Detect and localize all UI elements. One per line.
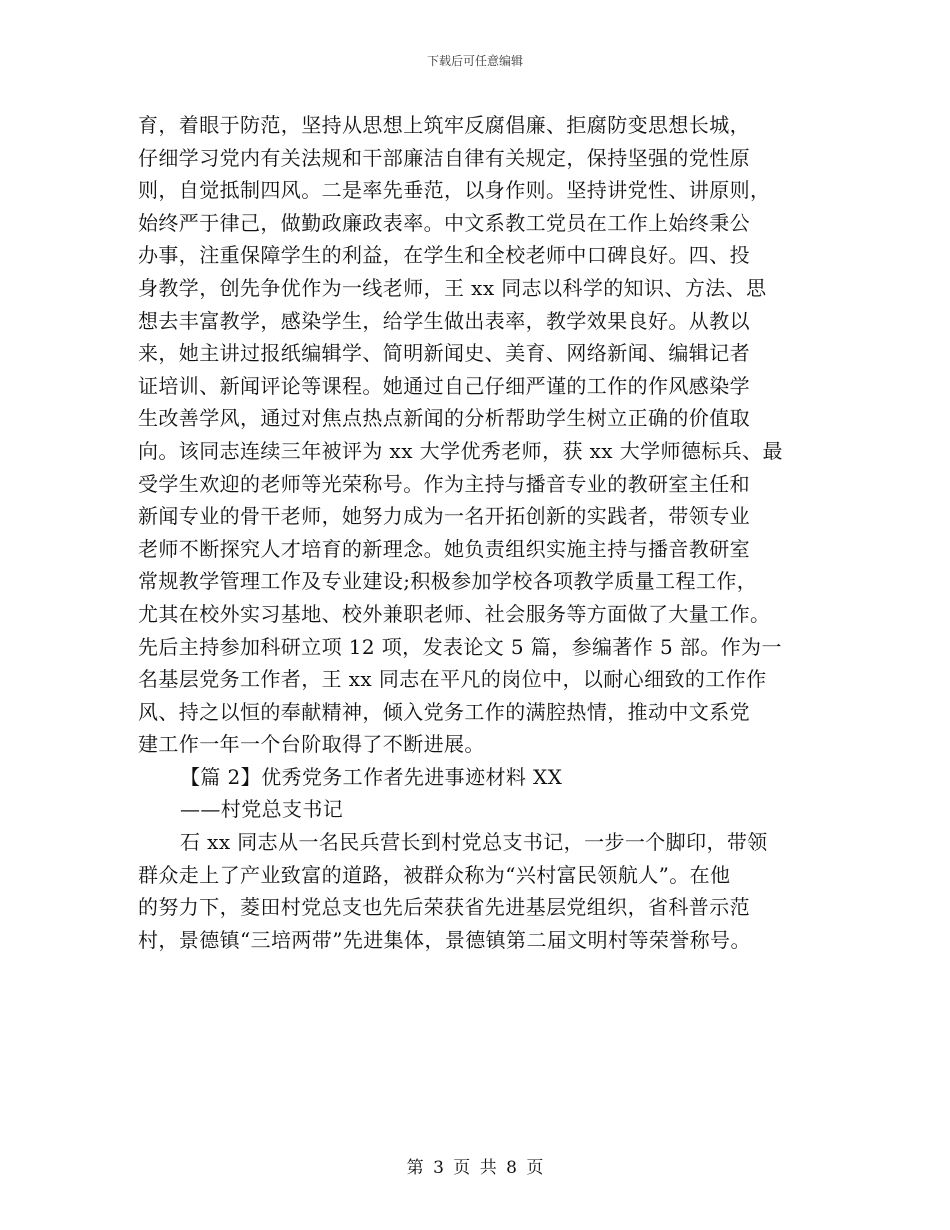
body-line: 办事，注重保障学生的利益，在学生和全校老师中口碑良好。四、投 [138,243,750,268]
body-line: 老师不断探究人才培育的新理念。她负责组织实施主持与播音教研室 [138,536,750,561]
body-line: 风、持之以恒的奉献精神，倾入党务工作的满腔热情，推动中文系党 [138,699,750,724]
body-line: 身教学，创先争优作为一线老师，王 xx 同志以科学的知识、方法、思 [138,275,767,300]
body-line: 则，自觉抵制四风。二是率先垂范，以身作则。坚持讲党性、讲原则， [138,178,771,203]
body-line: 【篇 2】优秀党务工作者先进事迹材料 XX [180,764,563,789]
body-line: 石 xx 同志从一名民兵营长到村党总支书记，一步一个脚印，带领 [180,830,768,855]
body-line: 尤其在校外实习基地、校外兼职老师、社会服务等方面做了大量工作。 [138,601,771,626]
body-line: 群众走上了产业致富的道路，被群众称为“兴村富民领航人”。在他 [138,862,731,887]
document-body [138,109,818,956]
body-line: 常规教学管理工作及专业建设;积极参加学校各项教学质量工程工作， [138,569,758,594]
body-line: 育，着眼于防范，坚持从思想上筑牢反腐倡廉、拒腐防变思想长城， [138,113,750,137]
body-line: 村，景德镇“三培两带”先进集体，景德镇第二届文明村等荣誉称号。 [138,927,751,952]
body-line: 的努力下，菱田村党总支也先后荣获省先进基层党组织，省科普示范 [138,895,750,920]
body-line: 先后主持参加科研立项 12 项，发表论文 5 篇，参编著作 5 部。作为一 [138,634,782,659]
body-line: ——村党总支书记 [180,797,344,822]
body-line: 向。该同志连续三年被评为 xx 大学优秀老师，获 xx 大学师德标兵、最 [138,438,783,463]
body-line: 生改善学风，通过对焦点热点新闻的分析帮助学生树立正确的价值取 [138,406,750,431]
body-line: 证培训、新闻评论等课程。她通过自己仔细严谨的工作的作风感染学 [138,373,750,398]
body-line: 始终严于律己，做勤政廉政表率。中文系教工党员在工作上始终秉公 [138,210,750,235]
body-line: 名基层党务工作者，王 xx 同志在平凡的岗位中，以耐心细致的工作作 [138,667,767,692]
page-header: 下载后可任意编辑 [426,54,523,68]
body-line: 仔细学习党内有关法规和干部廉洁自律有关规定，保持坚强的党性原 [138,145,750,170]
page-footer: 第 3 页 共 8 页 [406,1158,544,1178]
body-line: 来，她主讲过报纸编辑学、简明新闻史、美育、网络新闻、编辑记者 [138,341,750,366]
body-line: 建工作一年一个台阶取得了不断进展。 [138,732,485,757]
body-line: 想去丰富教学，感染学生，给学生做出表率，教学效果良好。从教以 [138,308,750,333]
body-line: 受学生欢迎的老师等光荣称号。作为主持与播音专业的教研室主任和 [138,471,750,496]
body-line: 新闻专业的骨干老师，她努力成为一名开拓创新的实践者，带领专业 [138,504,750,529]
